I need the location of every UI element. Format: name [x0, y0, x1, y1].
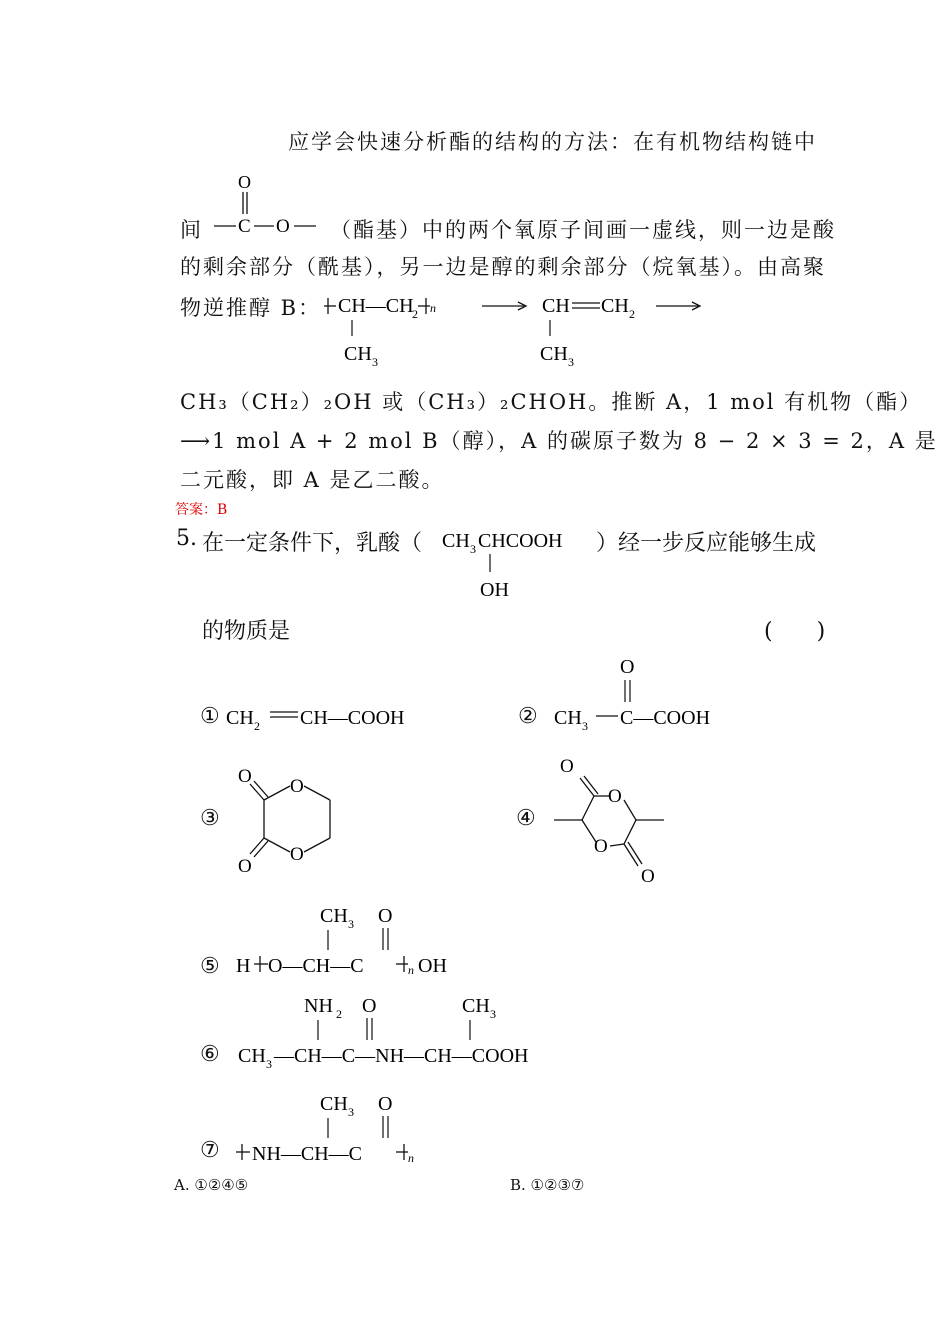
svg-text:O: O [620, 656, 635, 678]
svg-text:CH: CH [442, 530, 470, 552]
explanation-line-1: 应学会快速分析酯的结构的方法：在有机物结构链中 [288, 130, 817, 154]
item-6-label: ⑥ [200, 1042, 220, 1067]
explanation-line-3: 的剩余部分（酰基），另一边是醇的剩余部分（烷氧基）。由高聚 [180, 255, 826, 279]
structure-5 [236, 905, 447, 977]
svg-text:O—CH—C: O—CH—C [268, 955, 364, 977]
item-7-label: ⑦ [200, 1138, 220, 1163]
svg-text:O: O [238, 172, 251, 192]
svg-text:3: 3 [470, 542, 476, 556]
explanation-line-6: ⟶1 mol A + 2 mol B（醇），A 的碳原子数为 8 − 2 × 3 = 2，A 是 [180, 429, 938, 453]
svg-text:CH: CH [462, 995, 490, 1017]
svg-text:O: O [560, 756, 574, 777]
svg-text:C—COOH: C—COOH [620, 707, 711, 729]
svg-text:CH: CH [344, 343, 372, 365]
structure-6 [238, 995, 528, 1071]
question-stem-c: 的物质是 [202, 619, 291, 644]
svg-text:CH: CH [542, 295, 570, 317]
explanation-line-2: （酯基）中的两个氧原子间画一虚线，则一边是酸 [330, 218, 836, 242]
structure-2 [554, 656, 710, 733]
svg-text:O: O [378, 1093, 393, 1115]
structure-7 [236, 1093, 414, 1165]
explanation-line-4: 物逆推醇 B： [180, 296, 322, 320]
item-4-label: ④ [516, 806, 536, 831]
svg-text:CH: CH [320, 1093, 348, 1115]
svg-text:3: 3 [568, 355, 574, 369]
svg-text:CH—CH: CH—CH [338, 295, 414, 317]
svg-text:NH—CH—C: NH—CH—C [252, 1143, 363, 1165]
svg-text:3: 3 [490, 1007, 496, 1021]
svg-text:CHCOOH: CHCOOH [478, 530, 563, 552]
svg-text:3: 3 [266, 1057, 272, 1071]
svg-text:OH: OH [418, 955, 447, 977]
item-1-label: ① [200, 704, 220, 729]
svg-text:2: 2 [412, 307, 418, 321]
svg-text:O: O [608, 786, 622, 807]
question-stem-a: 在一定条件下，乳酸（ [202, 531, 423, 556]
answer-blank: ( ) [764, 619, 826, 644]
svg-text:2: 2 [629, 307, 635, 321]
svg-text:O: O [238, 856, 252, 877]
svg-text:CH: CH [226, 707, 254, 729]
svg-text:O: O [290, 844, 304, 865]
item-3-label: ③ [200, 806, 220, 831]
svg-text:O: O [290, 776, 304, 797]
svg-text:2: 2 [336, 1007, 342, 1021]
explanation-line-7: 二元酸，即 A 是乙二酸。 [180, 468, 445, 492]
svg-text:—CH—C—NH—CH—COOH: —CH—C—NH—CH—COOH [274, 1045, 529, 1067]
question-stem-b: ）经一步反应能够生成 [596, 531, 817, 556]
svg-text:CH—COOH: CH—COOH [300, 707, 405, 729]
svg-text:O: O [362, 995, 377, 1017]
svg-text:O: O [378, 905, 393, 927]
svg-text:C: C [238, 216, 251, 237]
answer-label: 答案：B [175, 502, 228, 518]
item-2-label: ② [518, 704, 538, 729]
svg-text:n: n [408, 963, 414, 977]
svg-text:3: 3 [348, 1105, 354, 1119]
svg-text:n: n [430, 301, 436, 315]
explanation-line-2-prefix: 间 [180, 218, 203, 242]
svg-text:H: H [236, 955, 251, 977]
structure-1 [226, 707, 404, 733]
svg-text:NH: NH [304, 995, 333, 1017]
svg-text:CH: CH [601, 295, 629, 317]
svg-text:CH: CH [554, 707, 582, 729]
svg-text:3: 3 [582, 719, 588, 733]
explanation-line-5: CH₃（CH₂）₂OH 或（CH₃）₂CHOH。推断 A，1 mol 有机物（酯） [180, 390, 923, 414]
svg-text:CH: CH [320, 905, 348, 927]
question-number: 5. [176, 526, 197, 551]
svg-text:O: O [594, 836, 608, 857]
svg-text:O: O [238, 766, 252, 787]
svg-text:n: n [408, 1151, 414, 1165]
svg-text:CH: CH [540, 343, 568, 365]
svg-text:3: 3 [348, 917, 354, 931]
svg-text:3: 3 [372, 355, 378, 369]
svg-text:O: O [641, 866, 655, 887]
item-5-label: ⑤ [200, 954, 220, 979]
svg-text:O: O [276, 216, 290, 237]
option-b[interactable]: B. ①②③⑦ [510, 1176, 585, 1194]
svg-text:OH: OH [480, 579, 509, 601]
option-a[interactable]: A. ①②④⑤ [174, 1176, 249, 1194]
svg-text:2: 2 [254, 719, 260, 733]
svg-text:CH: CH [238, 1045, 266, 1067]
